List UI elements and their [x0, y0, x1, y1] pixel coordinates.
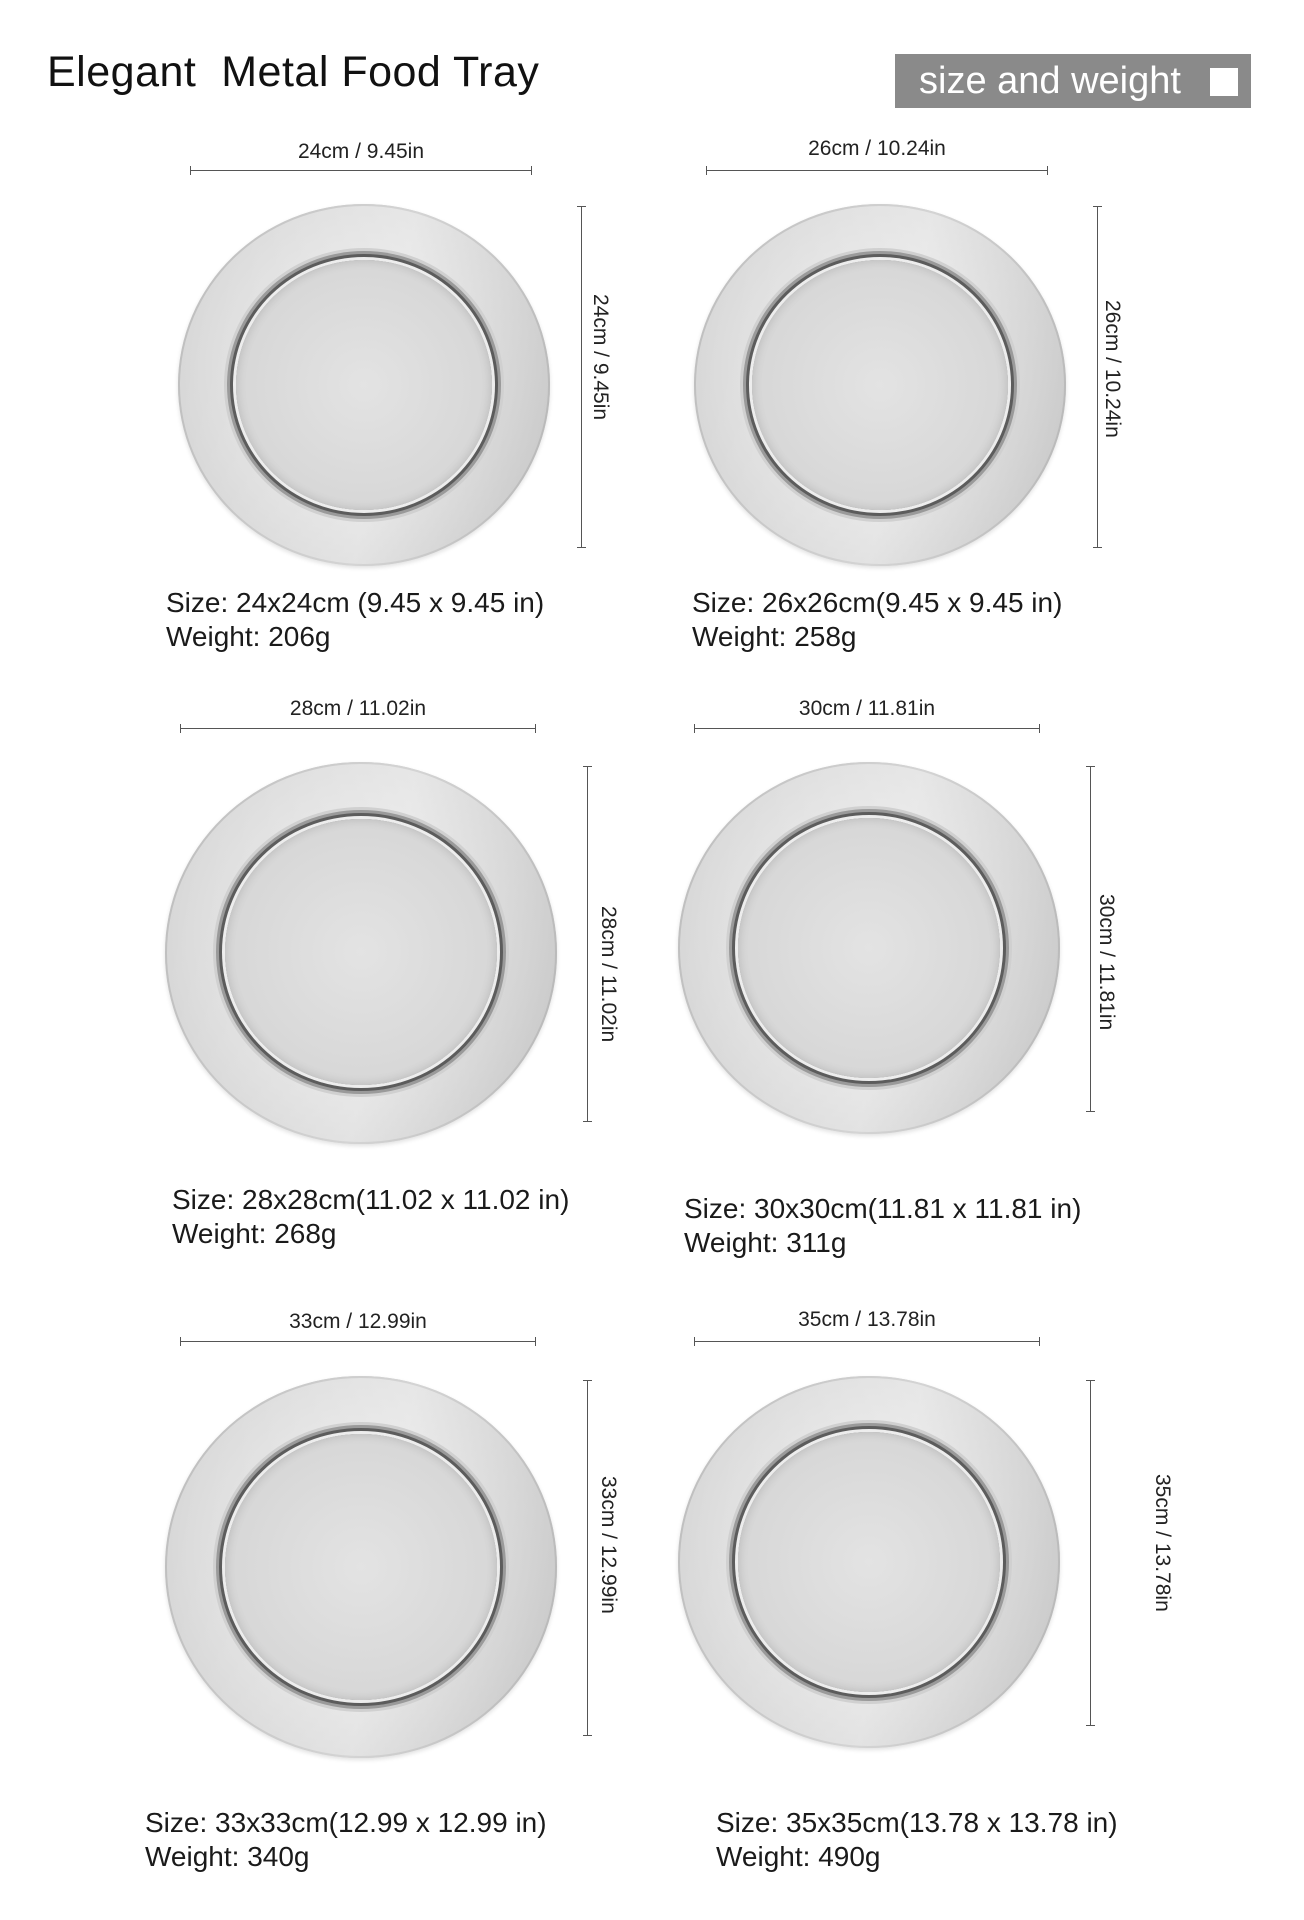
height-dimension-line — [1090, 1380, 1091, 1726]
badge-label: size and weight — [919, 59, 1181, 102]
page-title: Elegant Metal Food Tray — [47, 48, 540, 96]
tray-plate-image — [678, 762, 1060, 1134]
height-dimension-line — [587, 1380, 588, 1736]
tray-size-text: Size: 35x35cm(13.78 x 13.78 in) — [716, 1807, 1118, 1838]
tray-size-text: Size: 26x26cm(9.45 x 9.45 in) — [692, 587, 1063, 618]
plate-well — [752, 260, 1008, 510]
height-dimension-line — [587, 766, 588, 1122]
tray-height-label: 33cm / 12.99in — [597, 1476, 620, 1614]
plate-well — [738, 818, 1000, 1078]
plate-well — [225, 819, 497, 1085]
tray-height-label: 24cm / 9.45in — [589, 294, 612, 421]
tray-size-text: Size: 24x24cm (9.45 x 9.45 in) — [166, 587, 545, 618]
tray-weight-text: Weight: 258g — [692, 621, 857, 652]
width-dimension-line — [180, 728, 536, 729]
tray-plate-image — [165, 762, 557, 1144]
plate-well — [738, 1432, 1000, 1692]
tray-weight-text: Weight: 340g — [145, 1841, 310, 1872]
tray-plate-image — [678, 1376, 1060, 1748]
tray-plate-image — [178, 204, 550, 566]
badge-square-icon — [1210, 68, 1238, 96]
tray-plate-image — [694, 204, 1066, 566]
height-dimension-line — [1097, 206, 1098, 548]
plate-well — [225, 1434, 497, 1700]
width-dimension-line — [694, 728, 1040, 729]
width-dimension-line — [694, 1341, 1040, 1342]
tray-weight-text: Weight: 311g — [684, 1227, 847, 1258]
tray-height-label: 26cm / 10.24in — [1101, 300, 1124, 438]
tray-width-label: 33cm / 12.99in — [289, 1310, 427, 1333]
tray-height-label: 28cm / 11.02in — [597, 906, 620, 1043]
tray-plate-image — [165, 1376, 557, 1758]
tray-height-label: 35cm / 13.78in — [1151, 1474, 1174, 1612]
width-dimension-line — [180, 1341, 536, 1342]
width-dimension-line — [706, 170, 1048, 171]
tray-weight-text: Weight: 206g — [166, 621, 331, 652]
tray-size-text: Size: 28x28cm(11.02 x 11.02 in) — [172, 1184, 570, 1215]
tray-weight-text: Weight: 268g — [172, 1218, 337, 1249]
tray-width-label: 26cm / 10.24in — [808, 137, 946, 160]
tray-size-text: Size: 33x33cm(12.99 x 12.99 in) — [145, 1807, 547, 1838]
width-dimension-line — [190, 170, 532, 171]
size-weight-badge — [895, 54, 1251, 108]
tray-width-label: 28cm / 11.02in — [289, 697, 427, 720]
tray-width-label: 24cm / 9.45in — [297, 140, 425, 163]
height-dimension-line — [1090, 766, 1091, 1112]
height-dimension-line — [581, 206, 582, 548]
tray-width-label: 35cm / 13.78in — [798, 1308, 936, 1331]
tray-height-label: 30cm / 11.81in — [1095, 894, 1118, 1031]
tray-size-text: Size: 30x30cm(11.81 x 11.81 in) — [684, 1193, 1082, 1224]
plate-well — [236, 260, 492, 510]
tray-weight-text: Weight: 490g — [716, 1841, 881, 1872]
tray-width-label: 30cm / 11.81in — [798, 697, 936, 720]
